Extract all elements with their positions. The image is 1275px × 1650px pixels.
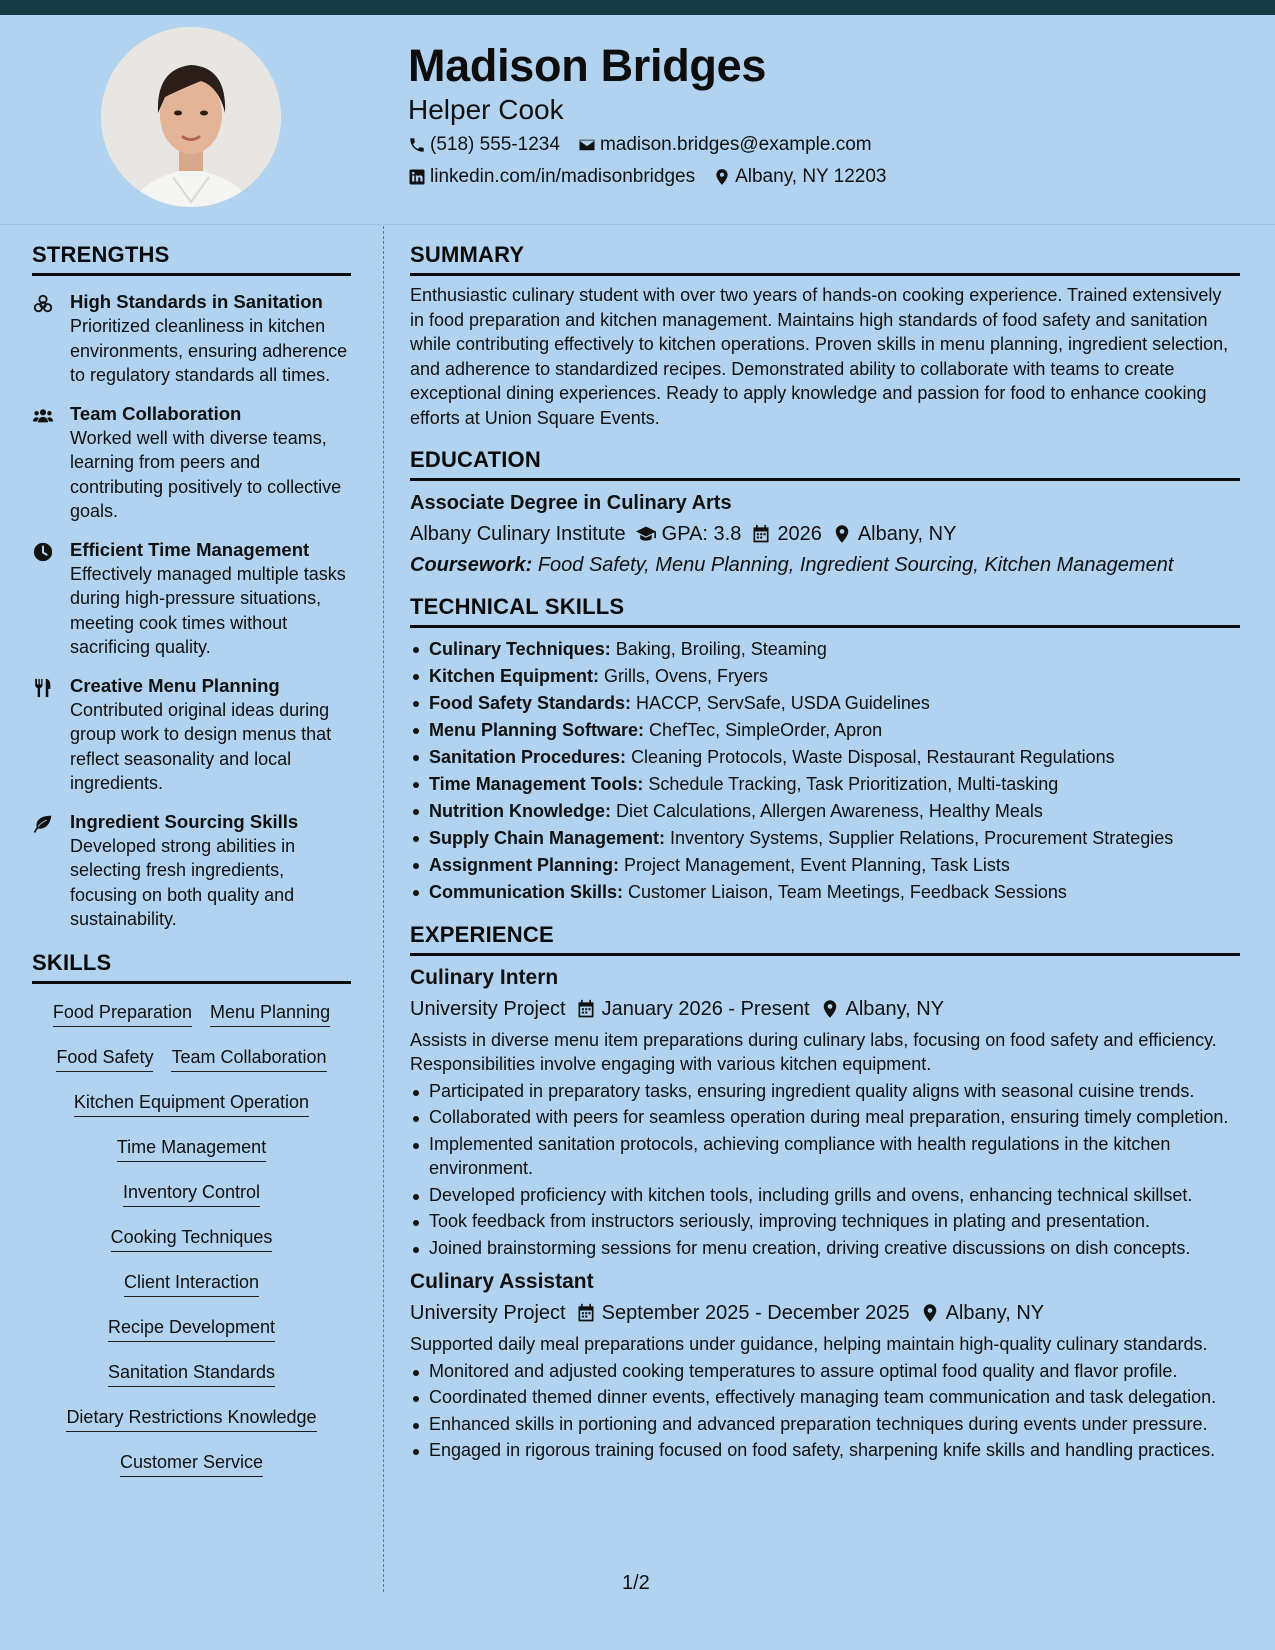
tech-skill-label: Assignment Planning:	[429, 854, 620, 875]
tech-skill-label: Kitchen Equipment:	[429, 665, 599, 686]
strength-desc: Effectively managed multiple tasks during high-pressure situations, meeting cook times without sacrificing quality.	[70, 563, 346, 657]
tech-skill-value: Schedule Tracking, Task Prioritization, Multi-tasking	[648, 773, 1059, 794]
job-description: Assists in diverse menu item preparations during culinary labs, focusing on food safety and efficiency. Responsibilities involve engaging with various kitchen equipment.	[410, 1029, 1217, 1075]
calendar-icon	[576, 999, 596, 1019]
job-description: Supported daily meal preparations under guidance, helping maintain high-quality culinary standards.	[410, 1334, 1208, 1355]
envelope-icon	[578, 136, 596, 154]
calendar-icon	[751, 524, 771, 544]
job-org: University Project	[410, 997, 566, 1020]
map-pin-icon	[920, 1303, 940, 1323]
strength-title: High Standards in Sanitation	[70, 291, 323, 312]
job-bullet: Participated in preparatory tasks, ensuring ingredient quality aligns with seasonal cuisine trends.	[410, 1079, 1240, 1104]
education-location: Albany, NY	[857, 522, 957, 545]
skills-heading: SKILLS	[32, 950, 351, 984]
job-meta	[410, 1300, 1240, 1326]
phone-contact[interactable]	[408, 134, 560, 156]
skill-tag: Customer Service	[120, 1450, 263, 1477]
tech-skill-label: Communication Skills:	[429, 881, 624, 902]
graduation-year: 2026	[777, 522, 822, 545]
strength-desc: Prioritized cleanliness in kitchen environments, ensuring adherence to regulatory standards all times.	[70, 316, 348, 385]
job-bullet: Developed proficiency with kitchen tools, including grills and ovens, enhancing technical skillset.	[410, 1183, 1240, 1208]
summary-text: Enthusiastic culinary student with over two years of hands-on cooking experience. Trained extensively in food preparation and kitchen management. Maintains high standards of food safety and sanitation while contributing effectively to kitchen operations. Proven skills in menu planning, ingredient selection, and adherence to standardized recipes. Demonstrated ability to collaborate with teams to create exceptional dining experiences. Ready to apply knowledge and passion for food to enhance cooking efforts at Union Square Events.	[410, 285, 1229, 428]
skill-tag: Kitchen Equipment Operation	[74, 1090, 309, 1117]
tech-skill-item	[410, 663, 1240, 690]
email-contact[interactable]	[578, 134, 872, 156]
linkedin-icon	[408, 168, 426, 186]
job-dates: September 2025 - December 2025	[601, 1302, 910, 1325]
linkedin-text: linkedin.com/in/madisonbridges	[430, 166, 696, 187]
tech-skill-value: Diet Calculations, Allergen Awareness, Healthy Meals	[616, 800, 1043, 821]
coursework-line	[410, 552, 1240, 578]
graduation-cap-icon	[636, 524, 656, 544]
job-org: University Project	[410, 1302, 566, 1325]
top-bar	[0, 0, 1275, 15]
left-column	[32, 242, 351, 1495]
tech-skill-value: Cleaning Protocols, Waste Disposal, Restaurant Regulations	[631, 746, 1115, 767]
skill-tag: Menu Planning	[210, 1000, 330, 1027]
tech-skill-item	[410, 879, 1240, 906]
tech-skill-label: Time Management Tools:	[429, 773, 644, 794]
map-pin-icon	[820, 999, 840, 1019]
gpa-text: GPA: 3.8	[661, 522, 742, 545]
job-bullet: Took feedback from instructors seriously, improving techniques in plating and presentation.	[410, 1209, 1240, 1234]
strength-item	[32, 290, 351, 388]
tech-skill-item	[410, 798, 1240, 825]
skill-tag: Recipe Development	[108, 1315, 275, 1342]
skill-tag: Cooking Techniques	[111, 1225, 273, 1252]
tech-skill-value: ChefTec, SimpleOrder, Apron	[649, 719, 883, 740]
skill-tag: Client Interaction	[124, 1270, 259, 1297]
strength-item	[32, 538, 351, 660]
strength-item	[32, 402, 351, 524]
strength-item	[32, 674, 351, 796]
phone-text: (518) 555-1234	[430, 134, 560, 155]
candidate-name: Madison Bridges	[408, 40, 767, 91]
tech-skill-item	[410, 717, 1240, 744]
job-bullets	[410, 1079, 1240, 1261]
skill-tag: Dietary Restrictions Knowledge	[66, 1405, 316, 1432]
skill-tag: Sanitation Standards	[108, 1360, 275, 1387]
job-title: Culinary Assistant	[410, 1270, 594, 1294]
strength-title: Ingredient Sourcing Skills	[70, 810, 299, 832]
skill-tag: Time Management	[117, 1135, 266, 1162]
job-location: Albany, NY	[945, 1302, 1045, 1325]
tech-skill-label: Culinary Techniques:	[429, 638, 611, 659]
phone-icon	[408, 136, 426, 154]
email-text: madison.bridges@example.com	[599, 134, 872, 155]
job-bullet: Implemented sanitation protocols, achieving compliance with health regulations in the kitchen environment.	[410, 1132, 1240, 1181]
job-meta	[410, 996, 1240, 1022]
tech-skill-value: Project Management, Event Planning, Task Lists	[624, 854, 1010, 875]
users-icon	[32, 405, 54, 427]
job-entry	[410, 964, 1240, 1261]
strength-desc: Contributed original ideas during group work to design menus that reflect seasonality and local ingredients.	[70, 699, 332, 793]
header-divider	[0, 224, 1275, 225]
strength-desc: Worked well with diverse teams, learning from peers and contributing positively to collective goals.	[70, 427, 342, 521]
job-bullet: Enhanced skills in portioning and advanced preparation techniques during events under pressure.	[410, 1412, 1240, 1437]
contact-row	[408, 166, 905, 188]
linkedin-contact[interactable]	[408, 166, 695, 188]
column-divider	[383, 226, 384, 1592]
strength-desc: Developed strong abilities in selecting fresh ingredients, focusing on both quality and sustainability.	[70, 835, 296, 929]
leaf-icon	[32, 813, 54, 835]
job-title: Culinary Intern	[410, 965, 559, 989]
experience-heading: EXPERIENCE	[410, 922, 1240, 956]
skill-tag: Food Safety	[56, 1045, 153, 1072]
calendar-icon	[576, 1303, 596, 1323]
tech-skill-item	[410, 771, 1240, 798]
candidate-role: Helper Cook	[408, 94, 564, 125]
utensils-icon	[32, 677, 54, 699]
coursework-text: Food Safety, Menu Planning, Ingredient Sourcing, Kitchen Management	[537, 553, 1174, 576]
strengths-heading: STRENGTHS	[32, 242, 351, 276]
technical-skills-list	[410, 636, 1240, 906]
page-number: 1/2	[622, 1572, 650, 1594]
tech-skill-value: Baking, Broiling, Steaming	[615, 638, 827, 659]
skill-tag: Inventory Control	[123, 1180, 260, 1207]
job-bullet: Collaborated with peers for seamless operation during meal preparation, ensuring timely completion.	[410, 1105, 1240, 1130]
tech-skill-value: Customer Liaison, Team Meetings, Feedback Sessions	[628, 881, 1067, 902]
strength-item	[32, 810, 351, 932]
contact-row	[408, 134, 890, 156]
location-contact	[713, 166, 886, 188]
education-meta	[410, 521, 1240, 547]
strength-title: Creative Menu Planning	[70, 674, 280, 696]
school-name: Albany Culinary Institute	[410, 522, 626, 545]
tech-skill-item	[410, 852, 1240, 879]
summary-heading: SUMMARY	[410, 242, 1240, 276]
tech-skill-label: Nutrition Knowledge:	[429, 800, 611, 821]
job-bullet: Coordinated themed dinner events, effectively managing team communication and task delegation.	[410, 1385, 1240, 1410]
tech-skill-item	[410, 636, 1240, 663]
job-dates: January 2026 - Present	[601, 997, 810, 1020]
skill-tag: Food Preparation	[53, 1000, 192, 1027]
map-pin-icon	[713, 168, 731, 186]
location-text: Albany, NY 12203	[735, 166, 887, 187]
strength-title: Team Collaboration	[70, 402, 242, 424]
job-bullet: Engaged in rigorous training focused on food safety, sharpening knife skills and handling practices.	[410, 1438, 1240, 1463]
tech-skill-item	[410, 744, 1240, 771]
degree-title: Associate Degree in Culinary Arts	[410, 491, 732, 514]
job-location: Albany, NY	[845, 997, 945, 1020]
tech-skill-label: Sanitation Procedures:	[429, 746, 627, 767]
biohazard-icon	[32, 293, 54, 315]
right-column	[410, 242, 1240, 1463]
strength-title: Efficient Time Management	[70, 538, 310, 560]
job-bullets	[410, 1359, 1240, 1463]
tech-skill-item	[410, 825, 1240, 852]
tech-skill-label: Menu Planning Software:	[429, 719, 645, 740]
tech-skill-label: Food Safety Standards:	[429, 692, 632, 713]
education-heading: EDUCATION	[410, 447, 1240, 481]
tech-skill-label: Supply Chain Management:	[429, 827, 666, 848]
job-bullet: Monitored and adjusted cooking temperatures to assure optimal food quality and flavor profile.	[410, 1359, 1240, 1384]
technical-skills-heading: TECHNICAL SKILLS	[410, 594, 1240, 628]
profile-photo	[101, 27, 281, 207]
tech-skill-value: Grills, Ovens, Fryers	[604, 665, 769, 686]
coursework-label: Coursework:	[410, 553, 533, 576]
map-pin-icon	[832, 524, 852, 544]
clock-icon	[32, 541, 54, 563]
job-bullet: Joined brainstorming sessions for menu creation, driving creative discussions on dish concepts.	[410, 1236, 1240, 1261]
tech-skill-value: Inventory Systems, Supplier Relations, Procurement Strategies	[670, 827, 1174, 848]
tech-skill-value: HACCP, ServSafe, USDA Guidelines	[636, 692, 930, 713]
job-entry	[410, 1268, 1240, 1463]
skill-tag: Team Collaboration	[171, 1045, 326, 1072]
skills-list	[32, 1000, 351, 1495]
tech-skill-item	[410, 690, 1240, 717]
